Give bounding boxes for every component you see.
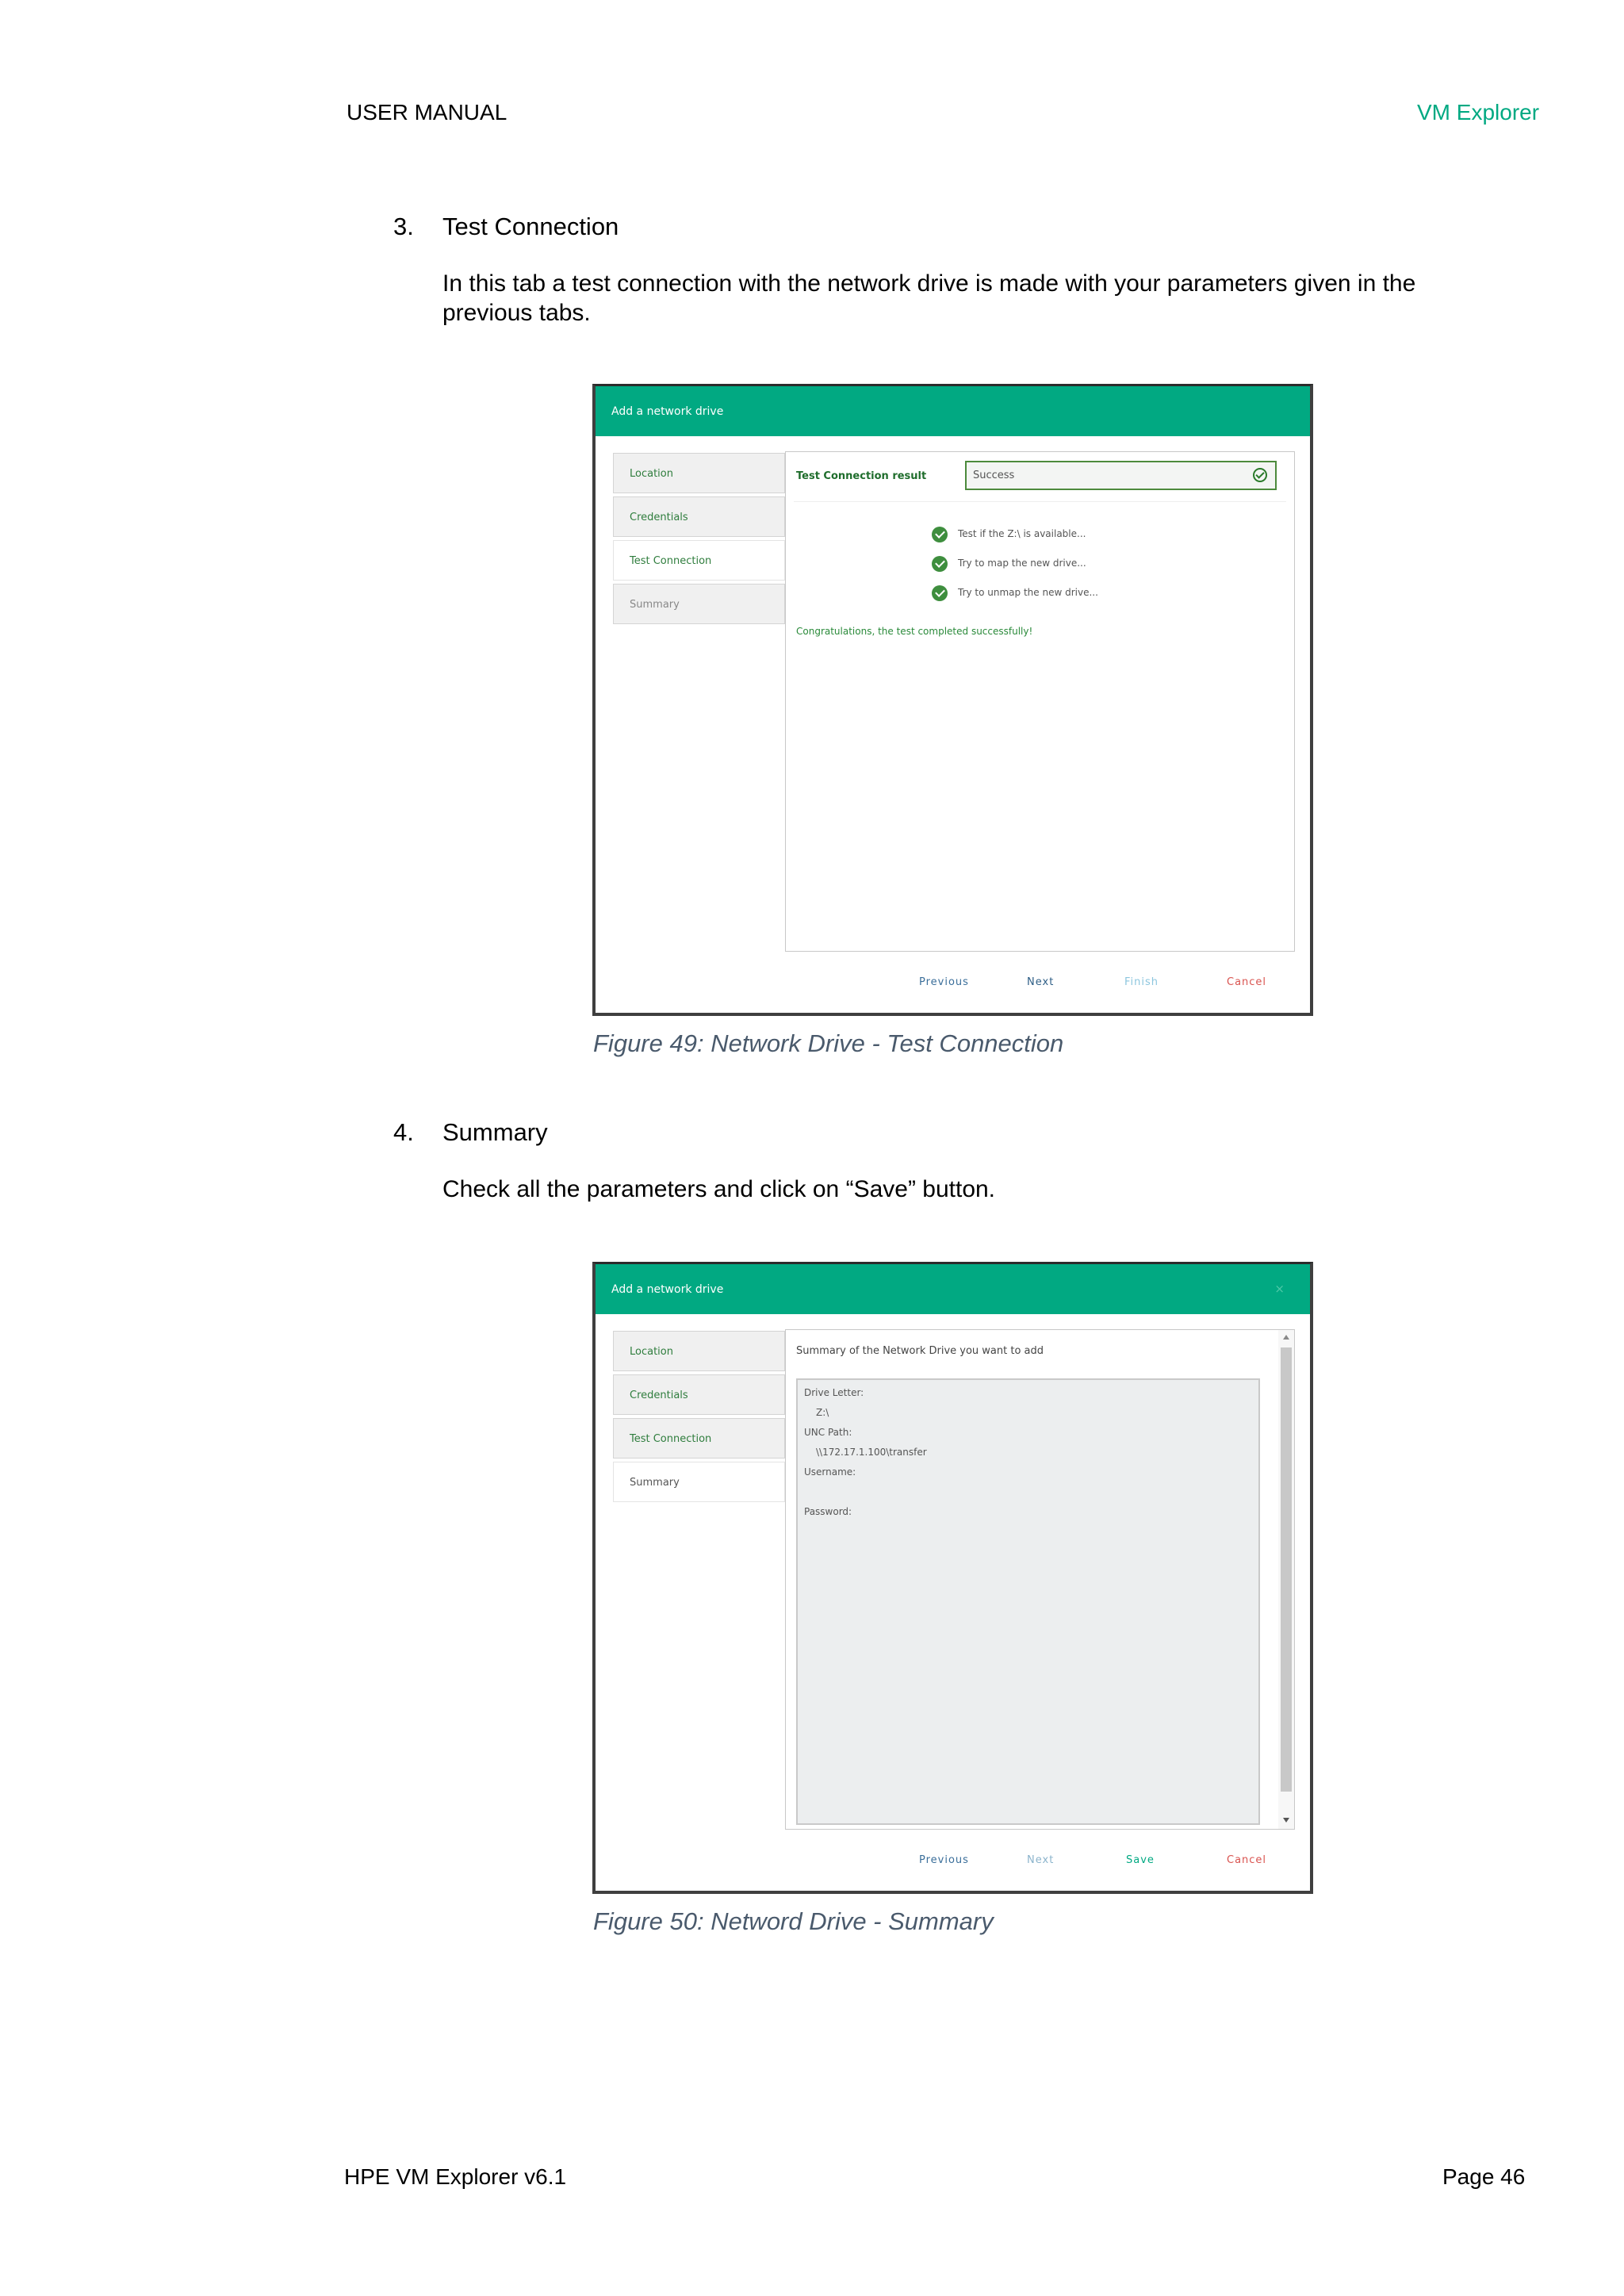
step-3-paragraph: In this tab a test connection with the network drive is made with your parameters given in the previous tabs. (442, 270, 1416, 326)
dialog-summary (592, 1262, 1313, 1894)
finish-button[interactable]: Finish (1124, 976, 1159, 988)
drive-letter-label: Drive Letter: (804, 1387, 864, 1398)
step-title: Summary (442, 1118, 548, 1146)
dialog-title: Add a network drive (611, 405, 724, 418)
check-circle-icon (1253, 468, 1267, 482)
next-button[interactable]: Next (1027, 1854, 1055, 1866)
dialog-title-bar (596, 1264, 1310, 1314)
scrollbar[interactable] (1278, 1330, 1294, 1829)
header-right: VM Explorer (1417, 100, 1540, 125)
figure-50-caption: Figure 50: Netword Drive - Summary (593, 1907, 994, 1935)
result-field (965, 461, 1277, 490)
previous-button[interactable]: Previous (919, 1854, 969, 1866)
username-label: Username: (804, 1466, 856, 1478)
check-icon (932, 527, 948, 542)
summary-panel (785, 1329, 1295, 1830)
cancel-button[interactable]: Cancel (1227, 976, 1267, 988)
success-message: Congratulations, the test completed successfully! (796, 626, 1033, 637)
summary-textbox[interactable] (796, 1378, 1260, 1825)
test-connection-panel (785, 451, 1295, 952)
sidebar-item-test-connection[interactable]: Test Connection (613, 1418, 785, 1458)
drive-letter-value: Z:\ (816, 1407, 829, 1418)
check-icon (932, 585, 948, 601)
close-icon[interactable]: × (1274, 1282, 1285, 1296)
check-label: Test if the Z:\ is available... (958, 528, 1086, 539)
sidebar-item-location[interactable]: Location (613, 1331, 785, 1371)
step-number: 3. (393, 213, 414, 240)
username-value (804, 1482, 1258, 1502)
sidebar-item-credentials[interactable]: Credentials (613, 1374, 785, 1415)
dialog-sidebar (613, 1331, 785, 1505)
save-button[interactable]: Save (1126, 1854, 1155, 1866)
dialog-title-bar (596, 386, 1310, 436)
unc-path-label: UNC Path: (804, 1427, 852, 1438)
page-number: Page 46 (1442, 2164, 1526, 2189)
divider (794, 501, 1286, 502)
dialog-buttons (596, 1854, 1310, 1870)
unc-path-value: \\172.17.1.100\transfer (816, 1447, 927, 1458)
step-title: Test Connection (442, 213, 619, 240)
previous-button[interactable]: Previous (919, 976, 969, 988)
scrollbar-thumb[interactable] (1281, 1347, 1292, 1792)
scroll-up-icon[interactable] (1283, 1335, 1289, 1340)
step-number: 4. (393, 1118, 414, 1146)
dialog-title: Add a network drive (611, 1283, 724, 1296)
scroll-down-icon[interactable] (1283, 1818, 1289, 1823)
sidebar-item-location[interactable]: Location (613, 453, 785, 493)
next-button[interactable]: Next (1027, 976, 1055, 988)
cancel-button[interactable]: Cancel (1227, 1854, 1267, 1866)
sidebar-item-summary[interactable]: Summary (613, 584, 785, 624)
dialog-sidebar (613, 453, 785, 627)
sidebar-item-test-connection[interactable]: Test Connection (613, 540, 785, 581)
step-4-paragraph: Check all the parameters and click on “Save” button. (442, 1176, 996, 1202)
sidebar-item-credentials[interactable]: Credentials (613, 496, 785, 537)
sidebar-item-summary[interactable]: Summary (613, 1462, 785, 1502)
header-left: USER MANUAL (347, 100, 508, 125)
summary-heading: Summary of the Network Drive you want to add (796, 1345, 1044, 1357)
figure-49-caption: Figure 49: Network Drive - Test Connection (593, 1029, 1064, 1057)
check-label: Try to unmap the new drive... (958, 587, 1098, 598)
dialog-buttons (596, 976, 1310, 992)
footer-left: HPE VM Explorer v6.1 (344, 2164, 567, 2189)
dialog-test-connection (592, 384, 1313, 1016)
check-icon (932, 556, 948, 572)
result-value: Success (973, 470, 1015, 481)
check-label: Try to map the new drive... (958, 558, 1086, 569)
result-label: Test Connection result (796, 470, 927, 482)
password-label: Password: (804, 1506, 852, 1517)
